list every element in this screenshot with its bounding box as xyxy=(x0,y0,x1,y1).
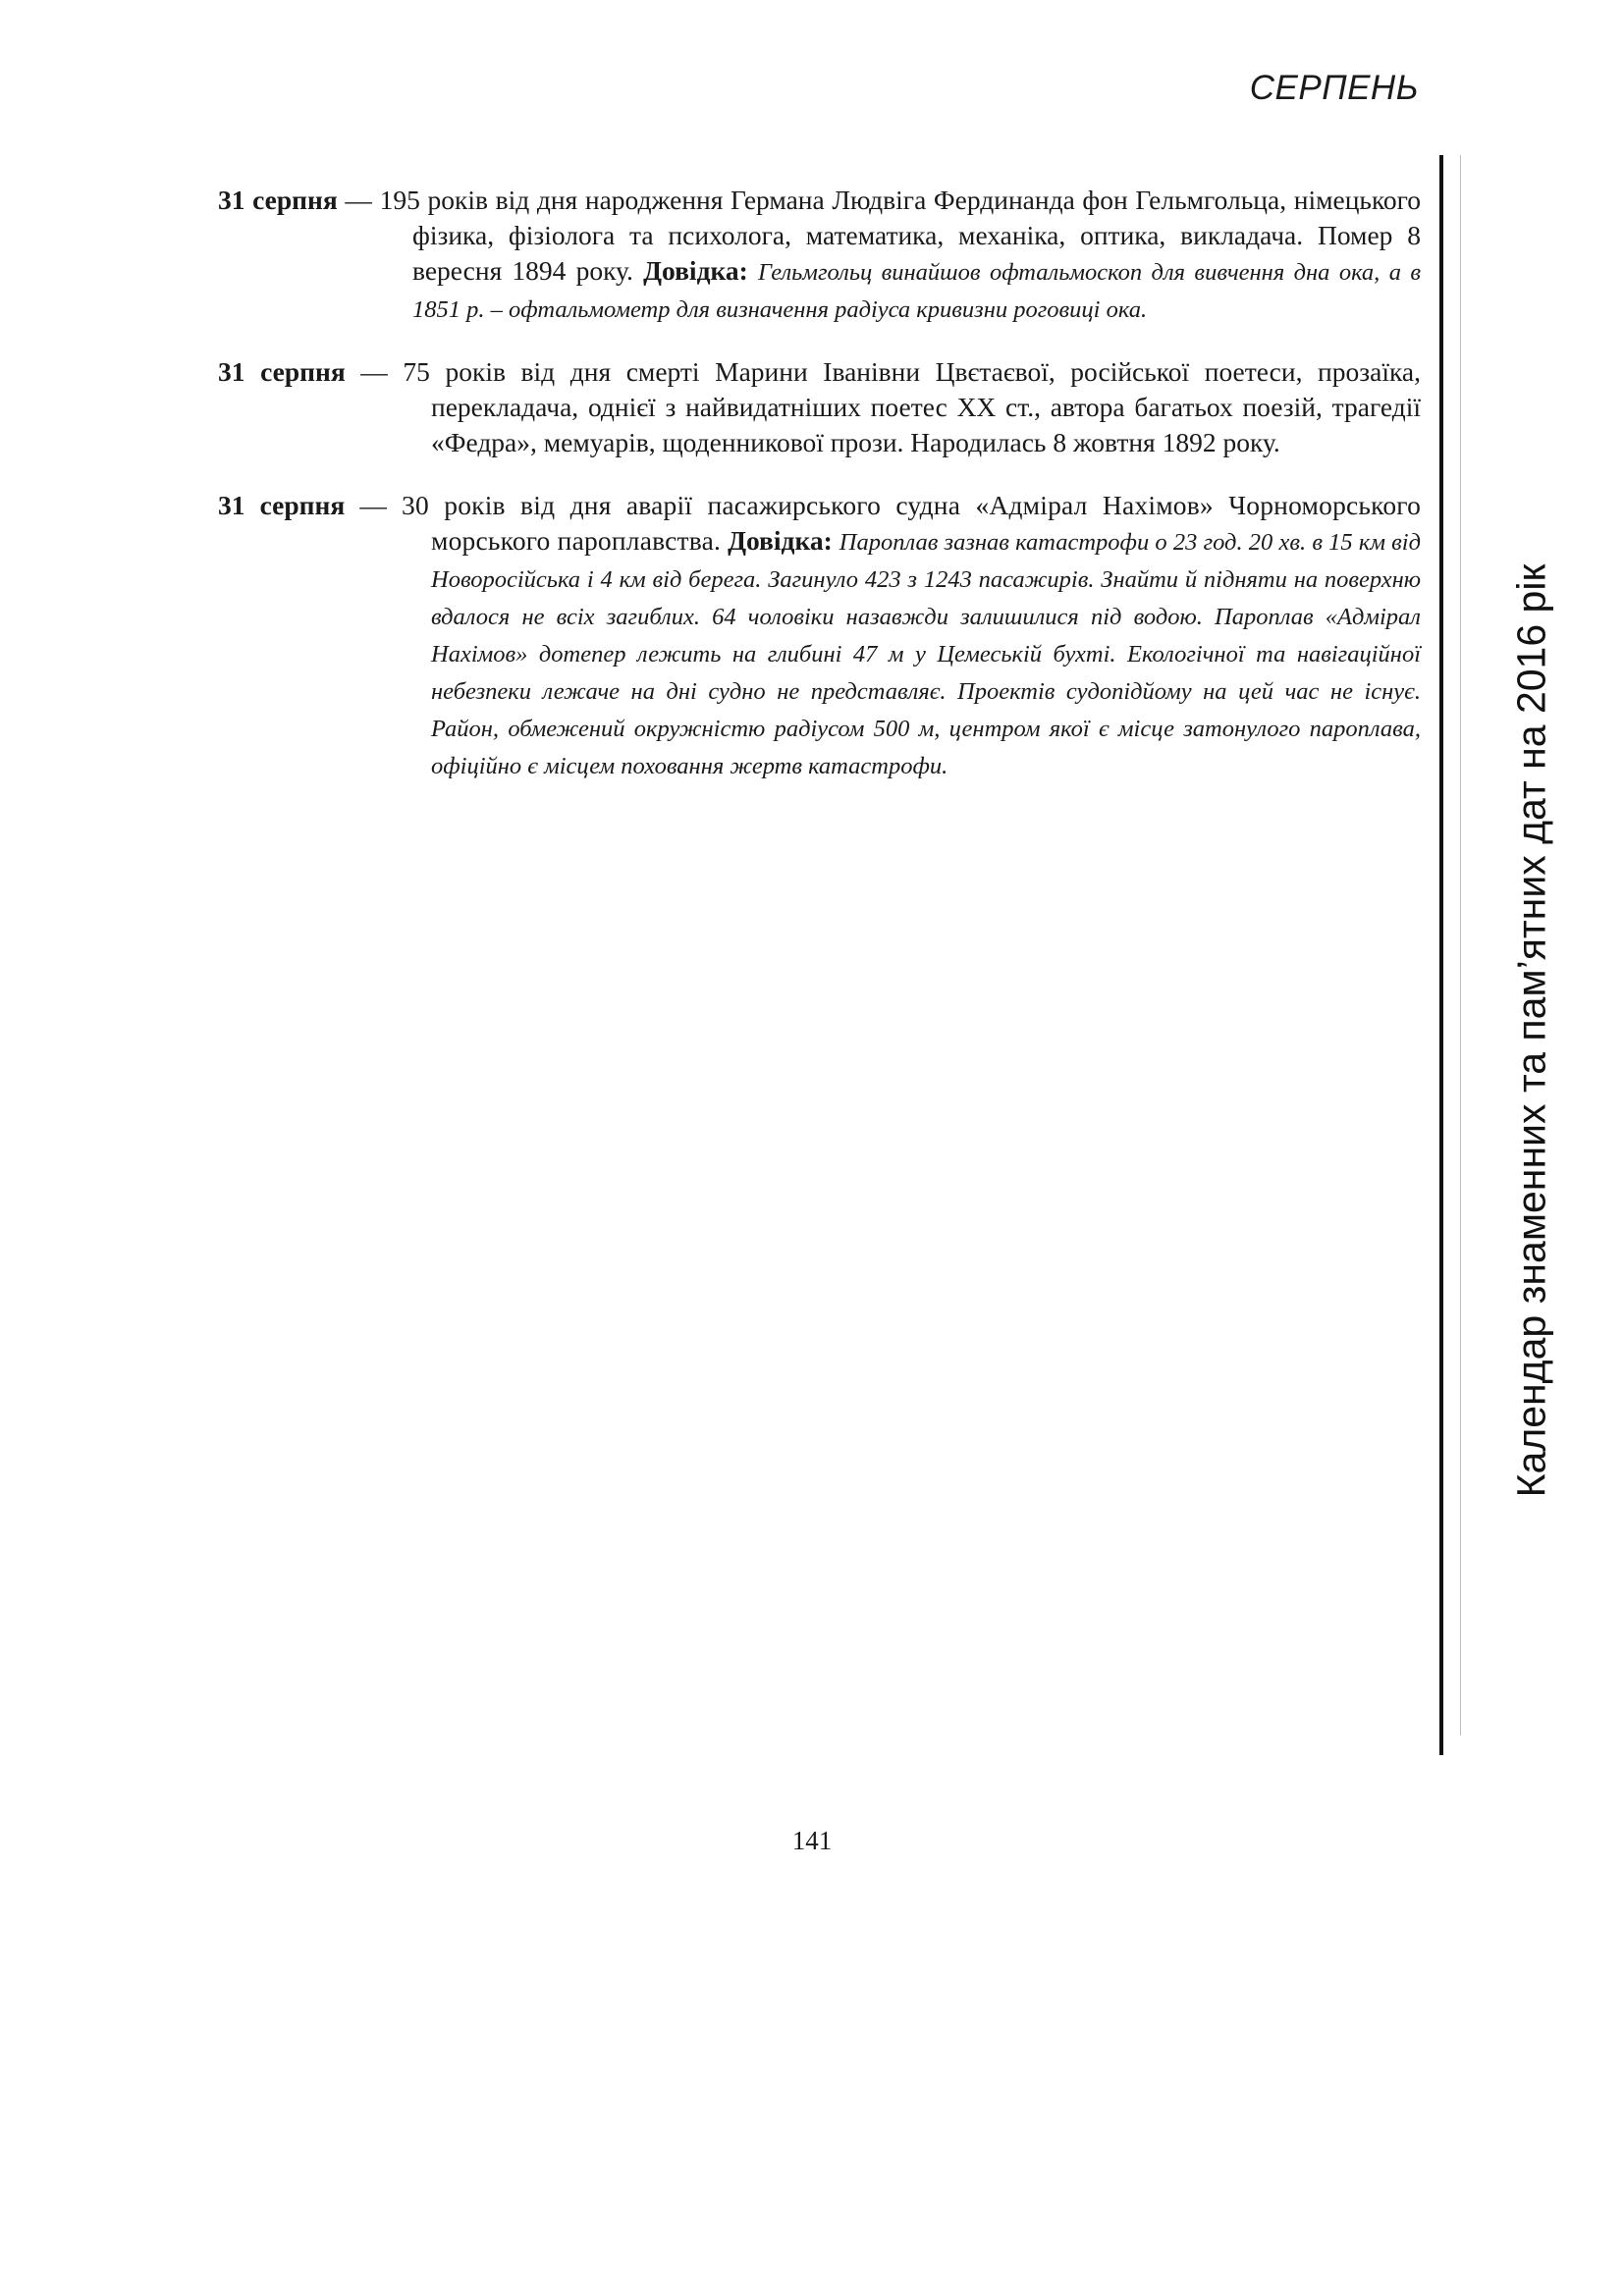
sidebar-rule xyxy=(1439,155,1443,1755)
entry-text: 195 років від дня народження Германа Людвіга Фердинанда фон Гельмгольца, німецького фізика, фізіолога та психолога, математика, механіка, оптика, викладача. Помер 8 вересня 1894 року. xyxy=(379,184,1422,286)
entry-note: Пароплав зазнав катастрофи о 23 год. 20 хв. в 15 км від Новоросійська і 4 км від берега. Загинуло 423 з 1243 пасажирів. Знайти й підняти на поверхню вдалося не всіх загиблих. 64 чоловіки назавжди залишилися під водою. Пароплав «Адмірал Нахімов» дотепер лежить на глибині 47 м у Цемеській бухті. Екологічної та навігаційної небезпеки лежаче на дні судно не представляє. Проектів судопідйому на цей час не існує. Район, обмежений окружністю радіусом 500 м, центром якої є місце затонулого пароплава, офіційно є місцем поховання жертв катастрофи. xyxy=(431,528,1422,779)
note-label: Довідка: xyxy=(643,254,748,286)
entry-dash: — xyxy=(345,489,403,520)
entry-dash: — xyxy=(337,184,380,215)
entries-list xyxy=(218,155,1421,790)
entry-date: 31 серпня xyxy=(218,184,338,215)
sidebar-rule-thin xyxy=(1460,155,1461,1735)
entry-admiral-nakhimov xyxy=(218,488,1421,784)
entry-text: 30 років від дня аварії пасажирського судна «Адмірал Нахімов» Чорноморського морського пароплавства. xyxy=(402,489,1422,556)
sidebar-title: Календар знаменних та пам’ятних дат на 2016 рік xyxy=(1508,563,1554,1498)
entry-dash: — xyxy=(345,356,404,387)
entry-note: Гельмгольц винайшов офтальмоскоп для вивчення дна ока, а в 1851 р. – офтальмометр для визначення радіуса кривизни роговиці ока. xyxy=(412,258,1422,323)
running-head: СЕРПЕНЬ xyxy=(1249,69,1419,107)
entry-tsvetaeva xyxy=(218,354,1421,460)
entry-text: 75 років від дня смерті Марини Іванівни Цвєтаєвої, російської поетеси, прозаїка, перекладача, однієї з найвидатніших поетес XX ст., автора багатьох поезій, трагедії «Федра», мемуарів, щоденникової прози. Народилась 8 жовтня 1892 року. xyxy=(403,356,1422,457)
note-label: Довідка: xyxy=(728,524,833,556)
entry-date: 31 серпня xyxy=(218,356,346,387)
page-number: 141 xyxy=(791,1826,833,1855)
entry-helmholtz xyxy=(218,183,1421,328)
entry-date: 31 серпня xyxy=(218,489,346,520)
